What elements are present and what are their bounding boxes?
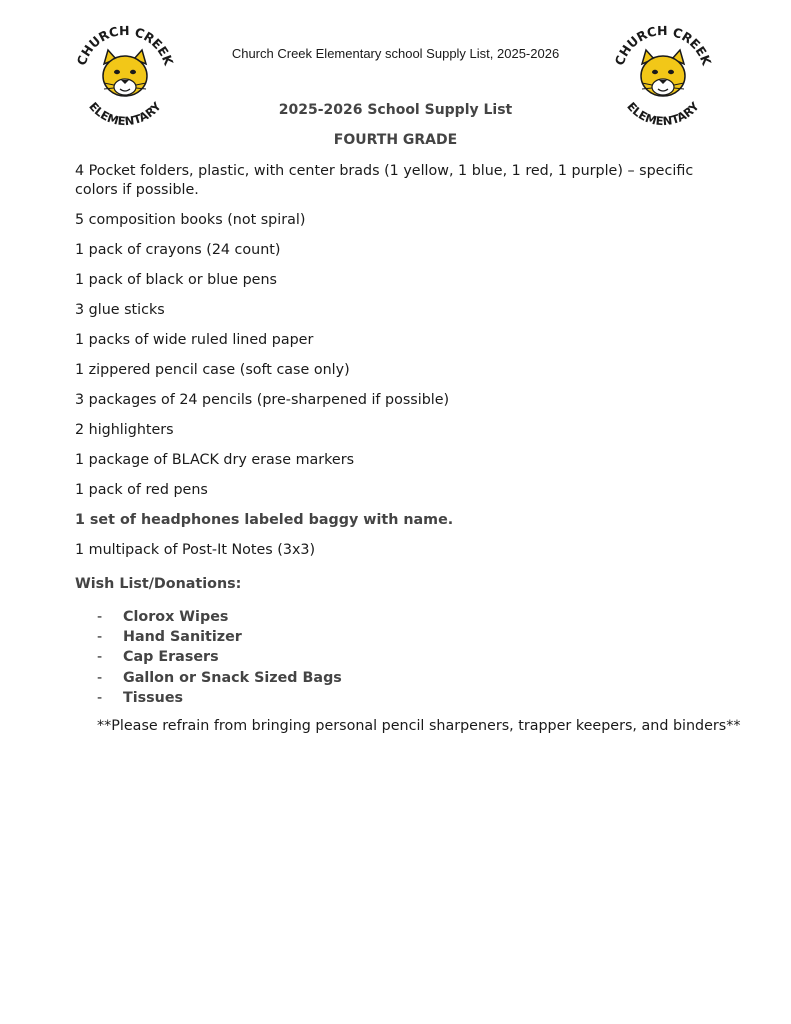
- wish-list-item-label: Hand Sanitizer: [123, 629, 242, 646]
- list-item: 1 pack of crayons (24 count): [75, 242, 281, 258]
- wish-list-title: Wish List/Donations:: [75, 576, 242, 592]
- list-item: 4 Pocket folders, plastic, with center brads (1 yellow, 1 blue, 1 red, 1 purple) – specific colors if possible.: [75, 163, 694, 198]
- grade-heading: FOURTH GRADE: [333, 132, 458, 148]
- list-item: 3 packages of 24 pencils (pre-sharpened if possible): [75, 392, 450, 408]
- list-item: 1 multipack of Post-It Notes (3x3): [75, 542, 316, 558]
- document-subtitle: 2025-2026 School Supply List: [278, 102, 513, 118]
- wish-list-item-label: Clorox Wipes: [123, 609, 229, 625]
- bullet-dash: -: [97, 609, 103, 625]
- wish-list-item: [97, 647, 342, 667]
- wish-list-item: [97, 668, 342, 688]
- list-item: 3 glue sticks: [75, 302, 165, 318]
- list-item: 5 composition books (not spiral): [75, 212, 306, 228]
- list-item: 1 package of BLACK dry erase markers: [75, 452, 355, 468]
- logo-bottom-text: ELEMENTARY: [86, 99, 164, 128]
- bullet-dash: -: [97, 629, 103, 646]
- logo-top-text: CHURCH CREEK: [73, 22, 177, 68]
- list-item: 1 pack of black or blue pens: [75, 272, 277, 288]
- wish-list-item: [97, 607, 342, 627]
- wish-list: [97, 607, 342, 708]
- wish-list-item-label: Tissues: [123, 689, 184, 706]
- list-item: 1 zippered pencil case (soft case only): [75, 362, 350, 378]
- document-header: Church Creek Elementary school Supply List, 2025-2026: [231, 46, 560, 61]
- refrain-note: **Please refrain from bringing personal pencil sharpeners, trapper keepers, and binders**: [97, 718, 741, 734]
- list-item: 1 packs of wide ruled lined paper: [75, 332, 314, 348]
- list-item: 1 pack of red pens: [75, 482, 208, 498]
- bullet-dash: -: [97, 689, 103, 706]
- wish-list-item-label: Cap Erasers: [123, 649, 219, 666]
- bullet-dash: -: [97, 669, 103, 686]
- wish-list-item: [97, 627, 342, 647]
- bullet-dash: -: [97, 649, 103, 666]
- list-item: 1 set of headphones labeled baggy with name.: [75, 512, 454, 528]
- list-item: 2 highlighters: [75, 422, 174, 438]
- wish-list-item-label: Gallon or Snack Sized Bags: [123, 669, 342, 686]
- supply-list: [75, 162, 725, 571]
- logo-bottom-text: ELEMENTARY: [624, 99, 702, 128]
- wish-list-item: [97, 688, 342, 708]
- logo-top-text: CHURCH CREEK: [611, 22, 715, 68]
